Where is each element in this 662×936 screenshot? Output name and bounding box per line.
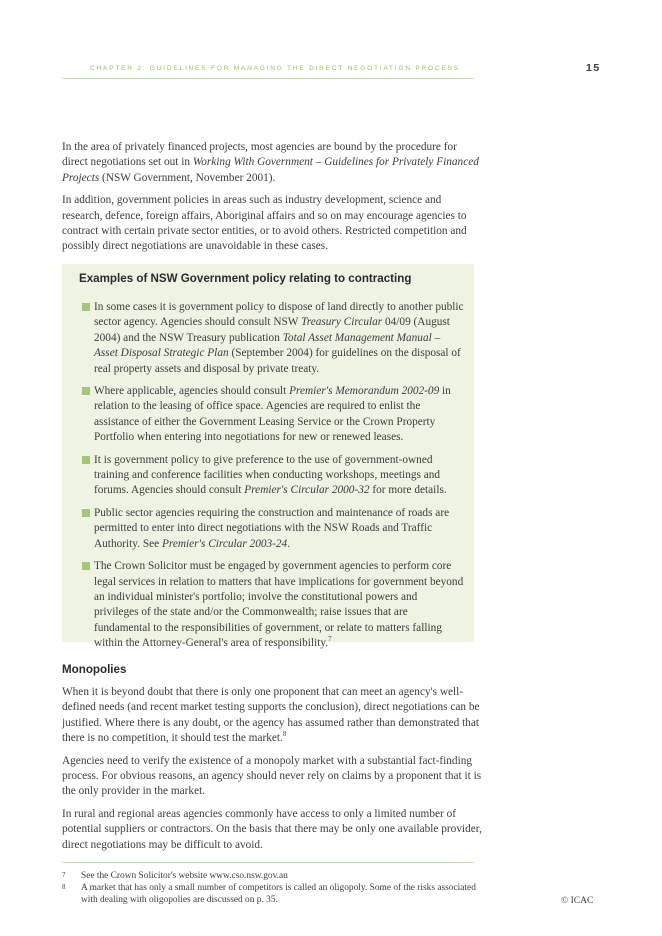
square-bullet-icon [82,562,90,570]
footnote-ref: 7 [328,635,332,644]
text-run: When it is beyond doubt that there is only one proponent that can meet an agency's well-defined needs (and recent market testing supports the conclusion), direct negotiations can be justified. Where there is any doubt, or the agency has assumed rather than demonstrated that there is no competition, it should test the market. [62,686,480,745]
footnote-number: 8 [62,883,66,891]
text-run: In some cases it is government policy to dispose of land directly to another public sector agency. Agencies should consult NSW [94,301,464,329]
text-run: for more details. [369,484,447,497]
list-item [82,559,464,651]
text-run: in relation to the leasing of office space. Agencies are required to enlist the assistance of either the Government Leasing Service or the Crown Property Portfolio when entering into negotiations for new or renewed leases. [94,385,451,444]
footnote-number: 7 [62,871,66,879]
square-bullet-icon [82,509,90,517]
intro-paragraph-2: In addition, government policies in areas such as industry development, science and research, defence, foreign affairs, Aboriginal affairs and so on may encourage agencies to contract with certain private sector entities, or to avoid others. Restricted competition and possibly direct negotiations are unavoidable in these cases. [62,194,467,253]
footnote-text: A market that has only a small number of competitors is called an oligopoly. Some of the risks associated with dealing with oligopolies are discussed on p. 35. [81,883,476,905]
publication-title: Total Asset Management Manual – Asset Disposal Strategic Plan [94,331,441,360]
text-run: (September 2004) for guidelines on the disposal of real property assets and disposal by private treaty. [94,347,461,375]
intro-paragraph-1 [62,140,482,186]
footnote [62,882,482,906]
list-item [82,300,464,377]
publication-title: Working With Government – Guidelines for Privately Financed Projects [62,156,479,184]
copyright: © ICAC [561,896,594,906]
header-divider [62,78,474,79]
footnote-divider [62,862,474,863]
chapter-title: CHAPTER 2: GUIDELINES FOR MANAGING THE DIRECT NEGOTIATION PROCESS [90,65,460,72]
policy-list [82,300,464,659]
text-run: In the area of privately financed projects, most agencies are bound by the procedure for direct negotiations set out in [62,141,457,169]
text-run: 04/09 (August 2004) and the NSW Treasury publication [94,316,450,344]
list-item [82,384,464,446]
list-item [82,453,464,499]
square-bullet-icon [82,456,90,464]
section-heading-monopolies: Monopolies [62,663,127,676]
publication-title: Premier's Memorandum 2002-09 [289,385,440,398]
square-bullet-icon [82,387,90,395]
square-bullet-icon [82,303,90,311]
list-item [82,506,464,552]
text-run: It is government policy to give preference to the use of government-owned training and conference facilities when conducting workshops, meetings and forums. Agencies should consult [94,453,441,497]
monopolies-paragraph-1 [62,685,482,747]
text-run: (NSW Government, November 2001). [99,171,276,184]
intro-section [62,140,482,262]
footnotes [62,870,482,906]
footnote [62,870,482,882]
publication-title: Premier's Circular 2003-24 [161,537,288,550]
publication-title: Premier's Circular 2000-32 [244,484,370,497]
monopolies-section [62,685,482,860]
footnote-text: See the Crown Solicitor's website www.cso.nsw.gov.au [81,871,288,881]
text-run: Where applicable, agencies should consult [94,385,290,398]
monopolies-paragraph-3: In rural and regional areas agencies commonly have access to only a limited number of potential suppliers or contractors. On the basis that there may be only one available provider, direct negotiations may be difficult to avoid. [62,807,482,851]
publication-title: Treasury Circular [301,316,383,329]
policy-box-title: Examples of NSW Government policy relating to contracting [79,272,412,285]
monopolies-paragraph-2: Agencies need to verify the existence of a monopoly market with a substantial fact-finding process. For obvious reasons, an agency should never rely on claims by a proponent that it is the only provider in the market. [62,754,482,798]
page-number: 15 [586,62,601,74]
text-run: Public sector agencies requiring the construction and maintenance of roads are permitted to enter into direct negotiations with the NSW Roads and Traffic Authority. See [94,506,450,550]
footnote-ref: 8 [282,730,287,739]
text-run: . [287,537,291,550]
text-run: The Crown Solicitor must be engaged by government agencies to perform core legal services in relation to matters that have implications for government beyond an individual minister's portfolio; involve the constitutional powers and privileges of the state and/or the Commonwealth; raise issues that are fundamental to the responsibilities of government, or relate to matters falling within the Attorney-General's area of responsibility. [94,560,464,650]
